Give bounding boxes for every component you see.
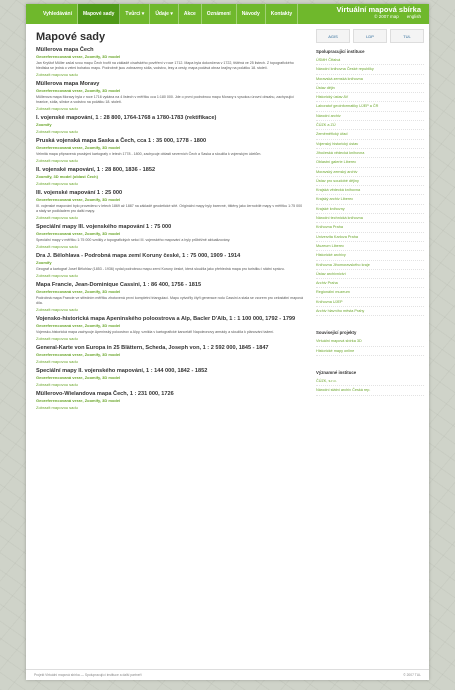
sidebar-link[interactable]: Archiv Praha	[316, 279, 424, 288]
nav-menu	[26, 4, 298, 24]
map-set-tags: Georeferencovaná verze, Zoomify, 3D model	[36, 323, 121, 328]
sidebar-link[interactable]: Laboratoř geoinformatiky UJEP a ČR	[316, 102, 424, 111]
map-set-link[interactable]: Zobrazit mapovou sadu	[36, 359, 78, 364]
brand-title: Virtuální mapová sbírka	[336, 5, 421, 14]
map-set-tags: Georeferencovaná verze, Zoomify, 3D model	[36, 54, 121, 59]
map-set-description: Geograf a kartograf Josef Bělohlav (1853 - 1936) vydal podrobnou mapu zemí Koruny české, která sloužila jako přehledná mapa pro turistiku i státní správu.	[36, 267, 285, 271]
projects-heading: Související projekty	[316, 330, 357, 336]
map-set-item	[36, 167, 304, 187]
map-set-link[interactable]: Zobrazit mapovou sadu	[36, 106, 78, 111]
map-set-item	[36, 81, 304, 112]
sidebar-link[interactable]: ČÚZK a ZÚ	[316, 121, 424, 130]
sidebar-link[interactable]: Moravská zemská knihovna	[316, 75, 424, 84]
nav-item[interactable]: Vyhledávání	[38, 4, 78, 24]
sidebar-link[interactable]: Oblastní galerie Liberec	[316, 158, 424, 167]
map-set-title[interactable]: II. vojenské mapování, 1 : 28 800, 1836 - 1852	[36, 167, 156, 173]
map-set-description: Speciální mapy v měřítku 1:75 000 vznikly z topografických sekcí III. vojenského mapování a byly průběžně aktualizovány.	[36, 238, 231, 242]
map-set-description: Müllerova mapa Moravy byla v roce 1716 vydána na 4 listech v měřítku cca 1:180 000. Jde o první podrobnou mapu Moravy s vysokou úrovní obsahu, zachycující hranice, sídla, silnice a vodstvo na počátku 18. století.	[36, 95, 295, 104]
brand-subtitle: © 2007 map	[374, 14, 399, 19]
map-set-title[interactable]: General-Karte von Europa in 25 Blättern, Scheda, Joseph von, 1 : 2 592 000, 1845 - 1847	[36, 345, 269, 351]
map-set-title[interactable]: Dra J. Bělohlava - Podrobná mapa zemí Koruny české, 1 : 75 000, 1909 - 1914	[36, 253, 241, 259]
sidebar-link[interactable]: Historické mapy online	[316, 347, 424, 356]
top-navigation	[26, 4, 429, 24]
sidebar-link[interactable]: Ústav pro soudobé dějiny	[316, 177, 424, 186]
partners-heading: Spolupracující instituce	[316, 49, 365, 54]
map-set-tags: Zoomify	[36, 260, 52, 265]
nav-item[interactable]: Návody	[237, 4, 266, 24]
map-set-link[interactable]: Zobrazit mapovou sadu	[36, 181, 78, 186]
projects-list	[316, 337, 424, 356]
site-brand[interactable]	[337, 5, 421, 20]
sidebar-link[interactable]: Virtuální mapová sbírka 3D	[316, 337, 424, 346]
map-set-tags: Georeferencovaná verze, Zoomify, 3D model	[36, 88, 121, 93]
map-set-title[interactable]: Müllerovo-Wielandova mapa Čech, 1 : 231 000, 1726	[36, 391, 174, 397]
map-set-item	[36, 138, 304, 164]
map-set-title[interactable]: I. vojenské mapování, 1 : 28 800, 1764-1768 a 1780-1783 (rektifikace)	[36, 115, 217, 121]
map-set-title[interactable]: III. vojenské mapování 1 : 25 000	[36, 190, 123, 196]
map-set-link[interactable]: Zobrazit mapovou sadu	[36, 129, 78, 134]
sidebar-link[interactable]: Ústav dějin	[316, 84, 424, 93]
sidebar-link[interactable]: Knihovna UJEP	[316, 298, 424, 307]
map-set-description: Jan Kryštof Müller začal svou mapu Čech tvořit na základě císařského pověření v roce 1712. Mapa byla dokončena v 1722, tištěná ve 25 listech. Z topografického hlediska se jedná o velmi bohatou mapu. Podrobně jsou zobrazeny sídla, vodstvo, lesy a cesty, mapa podává obraz krajiny na počátku 18. století.	[36, 61, 294, 70]
map-set-tags: Georeferencovaná verze, Zoomify, 3D model	[36, 231, 121, 236]
sidebar-link[interactable]: ÚSMH Čtřalvá	[316, 56, 424, 65]
nav-item[interactable]: Kontakty	[266, 4, 298, 24]
map-set-tags: Zoomify, 3D model (oblast Čech)	[36, 174, 98, 179]
map-set-item	[36, 253, 304, 279]
partner-logos	[316, 29, 424, 43]
map-set-link[interactable]: Zobrazit mapovou sadu	[36, 336, 78, 341]
sidebar-link[interactable]: Muzeum Liberec	[316, 242, 424, 251]
partner-logo[interactable]: AGIS	[316, 29, 350, 43]
map-set-item	[36, 368, 304, 388]
page-container	[26, 4, 429, 680]
sidebar-link[interactable]: Ústav archivnictví	[316, 270, 424, 279]
sidebar-link[interactable]: Archiv hlavního města Prahy	[316, 307, 424, 316]
map-set-title[interactable]: Müllerova mapa Čech	[36, 47, 94, 53]
sidebar-link[interactable]: Vojenský historický ústav	[316, 140, 424, 149]
map-set-link[interactable]: Zobrazit mapovou sadu	[36, 307, 78, 312]
sidebar-link[interactable]: ČÚZK, s.r.o.	[316, 377, 424, 386]
map-set-item	[36, 224, 304, 250]
map-set-title[interactable]: Vojensko-historická mapa Apeninského poloostrova a Alp, Bacler D'Alb, 1 : 1 100 000, 1792 - 1799	[36, 316, 296, 322]
map-set-title[interactable]: Pruská vojenská mapa Saska a Čech, cca 1 : 35 000, 1778 - 1800	[36, 138, 207, 144]
sidebar-link[interactable]: Krajský archiv Liberec	[316, 195, 424, 204]
page-title: Mapové sady	[36, 31, 106, 43]
map-set-item	[36, 316, 304, 342]
map-set-tags: Zoomify	[36, 122, 52, 127]
map-set-list	[36, 47, 304, 411]
map-set-tags: Georeferencovaná verze, Zoomify, 3D model	[36, 352, 121, 357]
map-set-title[interactable]: Speciální mapy II. vojenského mapování, 1 : 144 000, 1842 - 1852	[36, 368, 208, 374]
sidebar-link[interactable]: Národní knihovna České republiky	[316, 65, 424, 74]
partners-list	[316, 56, 424, 316]
sidebar-link[interactable]: Knihovna Jihomoravského kraje	[316, 261, 424, 270]
nav-item[interactable]: Mapové sady	[78, 4, 120, 24]
nav-item[interactable]: Akce	[179, 4, 202, 24]
map-set-description: Velmitá mapa připravená pruskými kartografy v letech 1778 - 1800, zachycuje oblasti severních Čech a Saska a sloužila k vojenským účelům.	[36, 152, 262, 156]
map-set-description: III. vojenské mapování bylo provedeno v letech 1869 až 1887 na základě geodetické sítě. Originální mapy byly barevné, tištěny jako černobílé mapy v měřítku 1:75 000 a staly se podkladem pro další mapy.	[36, 204, 303, 213]
nav-item[interactable]: Údaje ▾	[150, 4, 179, 24]
sidebar-link[interactable]: Regionální muzeum	[316, 288, 424, 297]
partner-logo[interactable]: LDP	[353, 29, 387, 43]
map-set-title[interactable]: Speciální mapy III. vojenského mapování 1 : 75 000	[36, 224, 172, 230]
map-set-link[interactable]: Zobrazit mapovou sadu	[36, 244, 78, 249]
sidebar	[304, 24, 424, 414]
map-set-item	[36, 115, 304, 135]
language-switch[interactable]: english	[406, 14, 421, 19]
map-set-title[interactable]: Mapa Francie, Jean-Dominique Cassini, 1 : 86 400, 1756 - 1815	[36, 282, 202, 288]
map-set-link[interactable]: Zobrazit mapovou sadu	[36, 72, 78, 77]
footer-left: Projekt Virtuální mapová sbírka — Spolupracující instituce a další partneři	[34, 673, 142, 677]
map-set-title[interactable]: Müllerova mapa Moravy	[36, 81, 100, 87]
map-set-tags: Georeferencovaná verze, Zoomify, 3D model	[36, 398, 121, 403]
sidebar-link[interactable]: Jihočeská vědecká knihovna	[316, 149, 424, 158]
sidebar-link[interactable]: Národní státní archiv Česká rep.	[316, 386, 424, 395]
map-set-tags: Georeferencovaná verze, Zoomify, 3D model	[36, 289, 121, 294]
partner-logo[interactable]: TUL	[390, 29, 424, 43]
map-set-link[interactable]: Zobrazit mapovou sadu	[36, 273, 78, 278]
map-set-tags: Georeferencovaná verze, Zoomify, 3D model	[36, 145, 121, 150]
main-content	[26, 24, 304, 414]
map-set-description: Podrobná mapa Francie ve středním měřítku zhotovená první kompletní triangulací. Mapu vytvořily čtyři generace rodu Cassini a stala se vzorem pro celostátní mapová díla.	[36, 296, 304, 305]
sidebar-link[interactable]: Národní technická knihovna	[316, 214, 424, 223]
nav-item[interactable]: Oznámení	[202, 4, 237, 24]
sidebar-link[interactable]: Historický ústav AV	[316, 93, 424, 102]
nav-item[interactable]: Tvůrci ▾	[120, 4, 150, 24]
map-set-link[interactable]: Zobrazit mapovou sadu	[36, 215, 78, 220]
thanks-list	[316, 377, 424, 396]
map-set-item	[36, 282, 304, 313]
footer-right: © 2007 TUL	[403, 673, 421, 677]
map-set-description: Vojensko-historická mapa zachycuje Apeninský poloostrov a Alpy, vznikla v kartografické kanceláři Napoleonovy armády a sloužila k plánování tažení.	[36, 330, 275, 334]
map-set-link[interactable]: Zobrazit mapovou sadu	[36, 158, 78, 163]
map-set-item	[36, 190, 304, 221]
sidebar-link[interactable]: Univerzita Karlova Praha	[316, 233, 424, 242]
thanks-heading: Významné instituce	[316, 369, 357, 375]
map-set-item	[36, 345, 304, 365]
map-set-link[interactable]: Zobrazit mapovou sadu	[36, 405, 78, 410]
map-set-item	[36, 391, 304, 411]
sidebar-link[interactable]: Krajské knihovny	[316, 205, 424, 214]
sidebar-link[interactable]: Zeměměřický úřad	[316, 130, 424, 139]
page-footer	[26, 669, 429, 680]
map-set-tags: Georeferencovaná verze, Zoomify, 3D model	[36, 375, 121, 380]
map-set-link[interactable]: Zobrazit mapovou sadu	[36, 382, 78, 387]
map-set-tags: Georeferencovaná verze, Zoomify, 3D model	[36, 197, 121, 202]
sidebar-link[interactable]: Historické archivy	[316, 251, 424, 260]
sidebar-link[interactable]: Knihovna Praha	[316, 223, 424, 232]
sidebar-link[interactable]: Krajská vědecká knihovna	[316, 186, 424, 195]
sidebar-link[interactable]: Moravský zemský archiv	[316, 168, 424, 177]
map-set-item	[36, 47, 304, 78]
sidebar-link[interactable]: Národní archiv	[316, 112, 424, 121]
